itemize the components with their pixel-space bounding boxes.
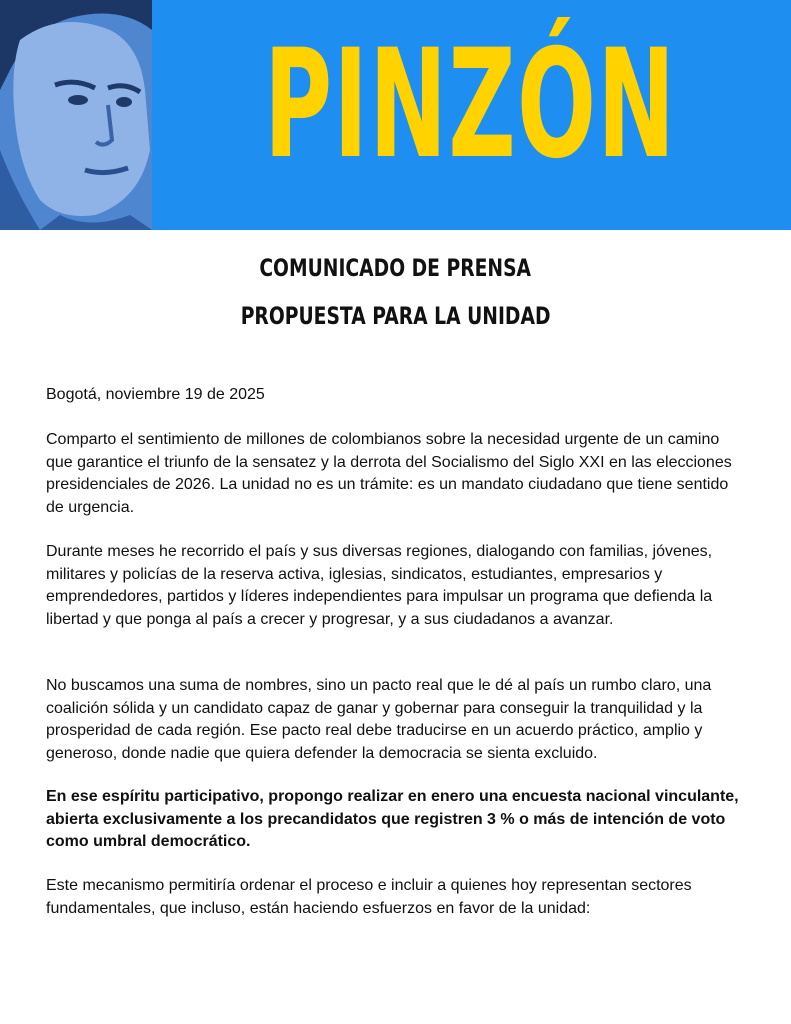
paragraph-2: Durante meses he recorrido el país y sus diversas regiones, dialogando con familias, jóvenes, militares y policías de la reserva activa, iglesias, sindicatos, estudiantes, empresarios y emprendedores, partidos y líderes independientes para impulsar un programa que defienda la libertad y que ponga al país a crecer y progresar, y a sus ciudadanos a avanzar. bbox=[46, 543, 713, 628]
paragraph-1: Comparto el sentimiento de millones de colombianos sobre la necesidad urgente de un camino que garantice el triunfo de la sensatez y la derrota del Socialismo del Siglo XXI en las elecciones presidenciales de 2026. La unidad no es un trámite: es un mandato ciudadano que tiene sentido de urgencia. bbox=[46, 431, 732, 516]
portrait-image bbox=[0, 0, 152, 230]
candidate-portrait bbox=[0, 0, 152, 230]
header-banner bbox=[0, 0, 791, 230]
paragraph-4-bold: En ese espíritu participativo, propongo realizar en enero una encuesta nacional vinculante, abierta exclusivamente a los precandidatos que registren 3 % o más de intención de voto como umbral democrático. bbox=[46, 788, 739, 850]
dateline: Bogotá, noviembre 19 de 2025 bbox=[46, 386, 265, 403]
logo bbox=[264, 20, 684, 190]
paragraph-3: No buscamos una suma de nombres, sino un pacto real que le dé al país un rumbo claro, una coalición sólida y un candidato capaz de ganar y gobernar para conseguir la tranquilidad y la prosperidad de cada región. Ese pacto real debe traducirse en un acuerdo práctico, amplio y generoso, donde nadie que quiera defender la democracia se sienta excluido. bbox=[46, 677, 712, 762]
paragraph-5: Este mecanismo permitiría ordenar el proceso e incluir a quienes hoy representan sectores fundamentales, que incluso, están haciendo esfuerzos en favor de la unidad: bbox=[46, 877, 692, 917]
press-release-heading: COMUNICADO DE PRENSA bbox=[259, 254, 532, 282]
proposal-heading: PROPUESTA PARA LA UNIDAD bbox=[240, 302, 551, 330]
logo-text: PINZÓN bbox=[264, 18, 677, 192]
